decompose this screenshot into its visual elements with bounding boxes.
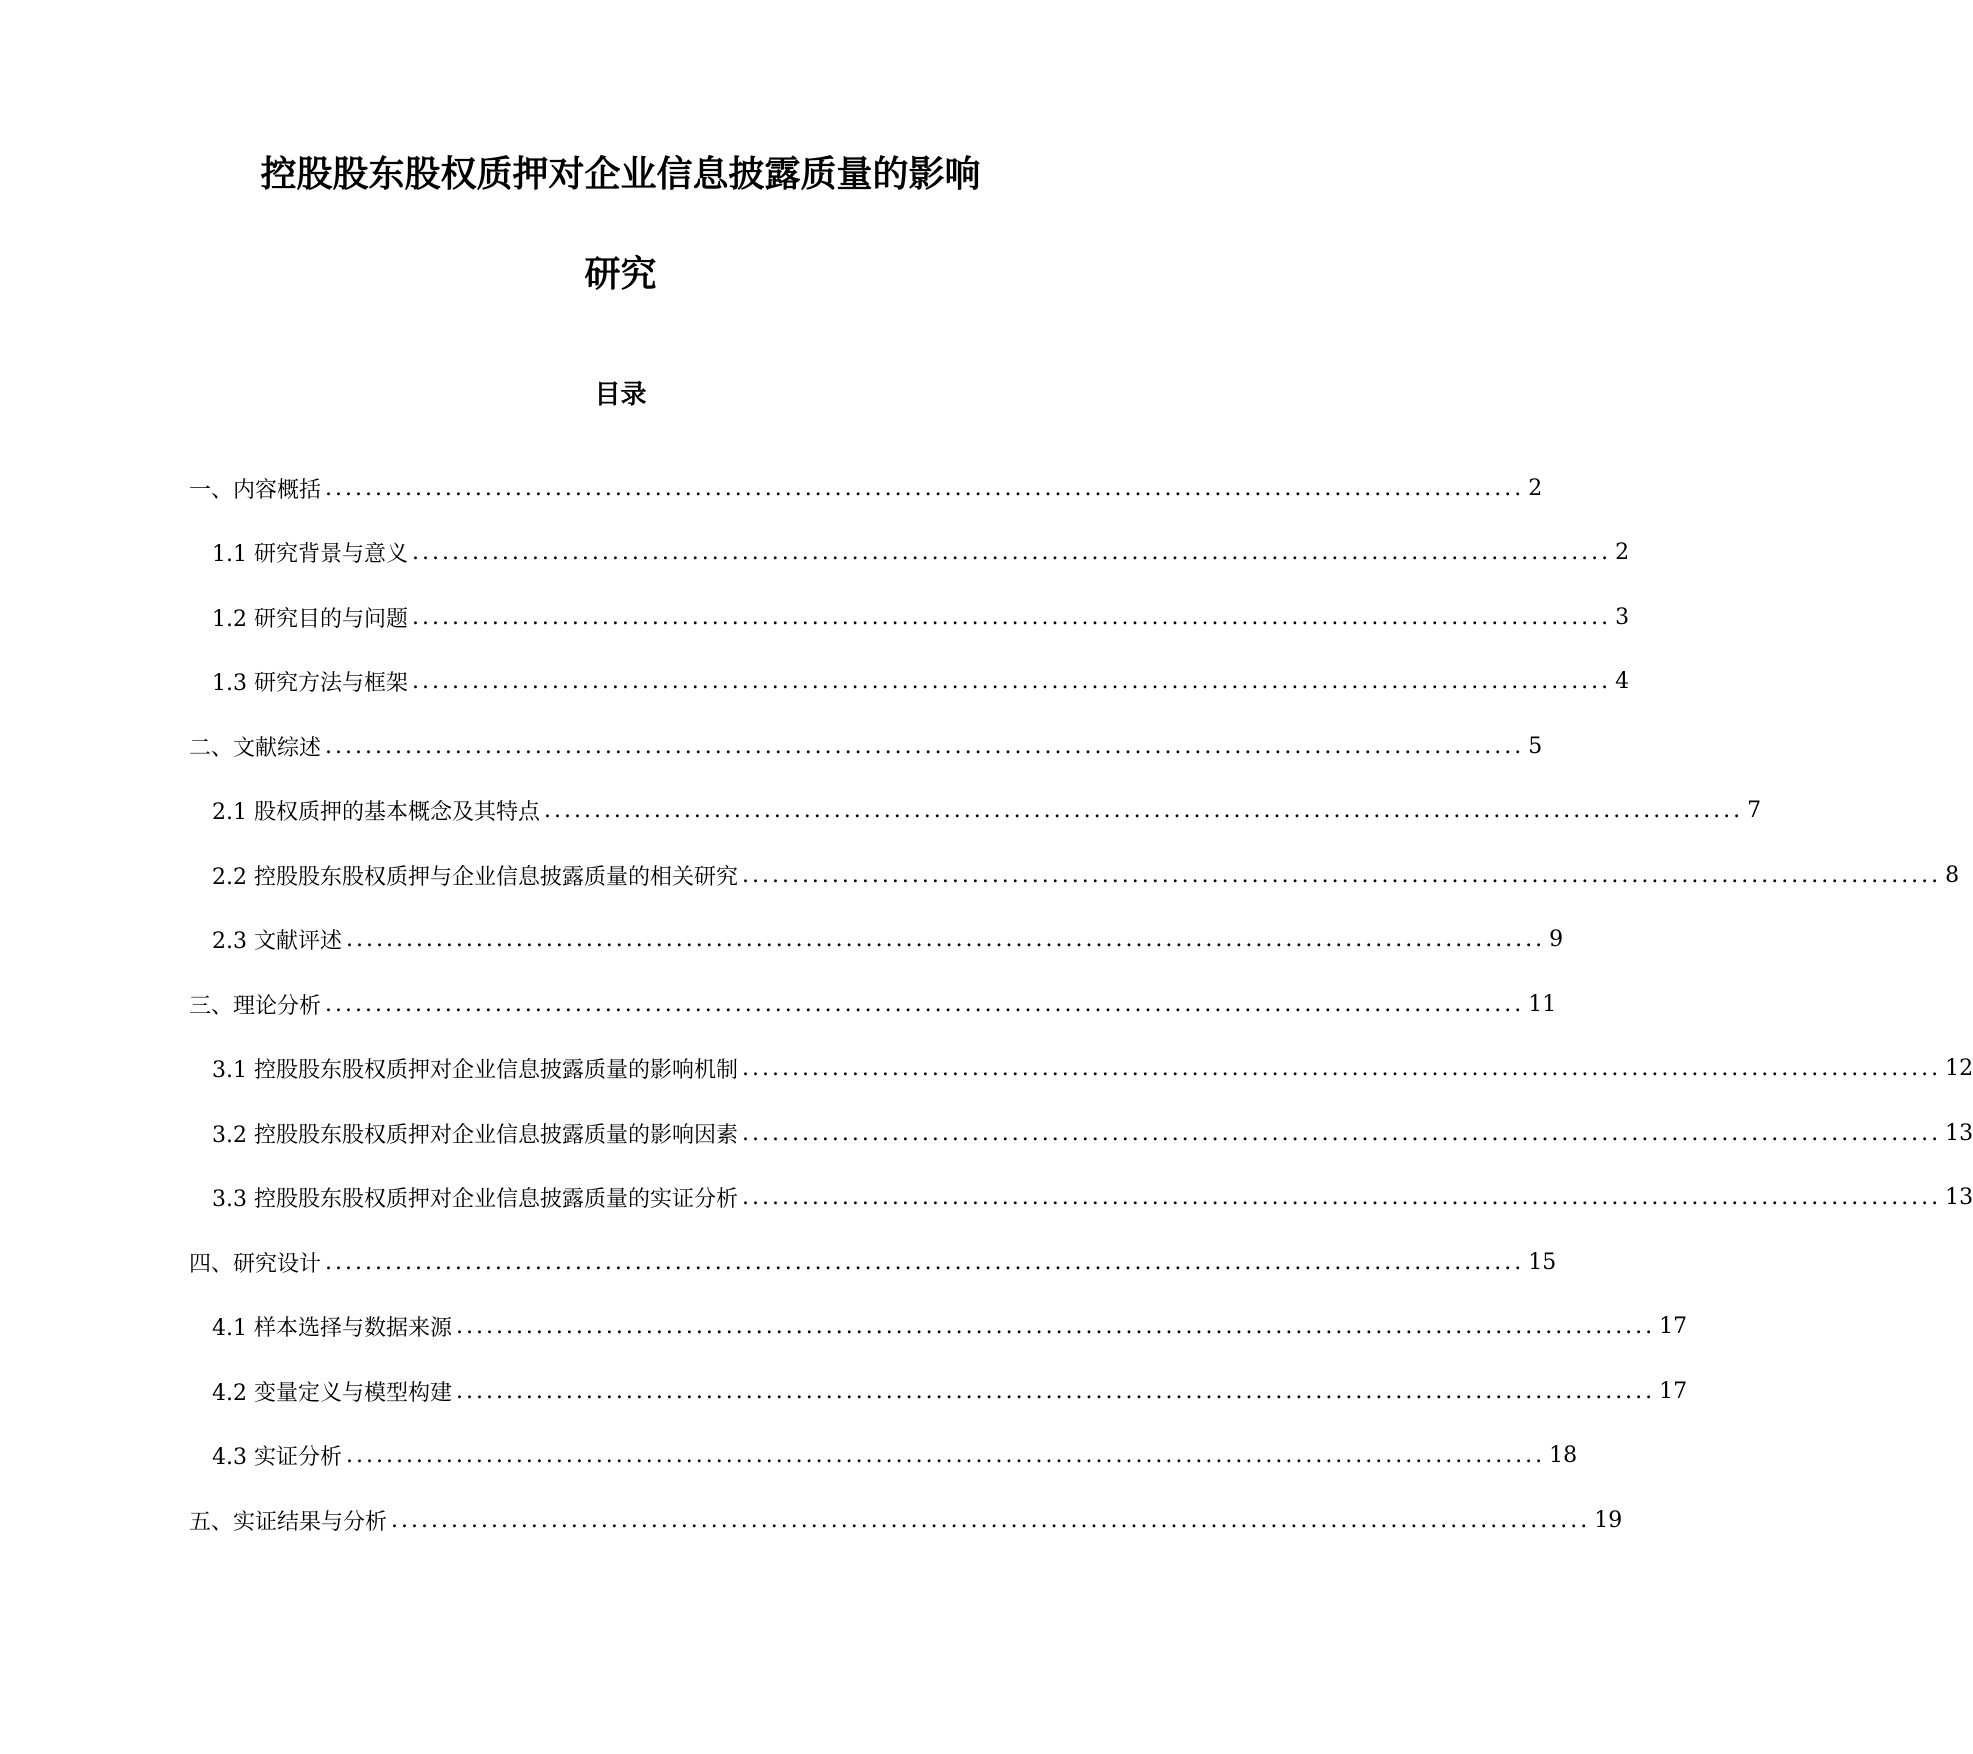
toc-entry-label: 二、文献综述 (189, 735, 322, 761)
toc-entry-page-number: 7 (1747, 798, 1762, 823)
toc-entry[interactable] (212, 600, 1630, 634)
toc-entry-label: 四、研究设计 (189, 1251, 322, 1277)
toc-entry-label: 2.1 股权质押的基本概念及其特点 (212, 800, 540, 825)
toc-entry-page-number: 2 (1615, 540, 1630, 565)
toc-dot-leader: ........................................................................................................................ (325, 991, 1525, 1017)
toc-entry[interactable] (212, 1116, 1973, 1150)
toc-entry-label: 2.3 文献评述 (212, 929, 342, 954)
toc-entry-page-number: 17 (1659, 1314, 1688, 1339)
toc-entry[interactable] (212, 794, 1762, 828)
toc-dot-leader: ........................................................................................................................ (455, 1314, 1656, 1339)
toc-entry[interactable] (189, 1503, 1623, 1537)
toc-entry-page-number: 15 (1528, 1249, 1557, 1275)
toc-dot-leader: ........................................................................................................................ (391, 1507, 1591, 1533)
toc-entry-page-number: 18 (1549, 1443, 1578, 1468)
toc-dot-leader: ........................................................................................................................ (345, 1443, 1546, 1468)
toc-dot-leader: ........................................................................................................................ (411, 540, 1612, 565)
toc-entry[interactable] (212, 1310, 1688, 1344)
toc-entry[interactable] (189, 1245, 1557, 1279)
toc-dot-leader: ........................................................................................................................ (741, 1120, 1942, 1146)
toc-entry-label: 五、实证结果与分析 (189, 1509, 388, 1535)
toc-entry-label: 3.3 控股股东股权质押对企业信息披露质量的实证分析 (212, 1187, 738, 1212)
toc-entry-page-number: 19 (1594, 1507, 1623, 1533)
toc-entry-label: 1.3 研究方法与框架 (212, 671, 408, 696)
toc-entry[interactable] (212, 536, 1630, 570)
toc-entry[interactable] (212, 923, 1564, 957)
toc-entry-label: 一、内容概括 (189, 477, 322, 503)
toc-entry[interactable] (212, 1374, 1688, 1408)
toc-entry-page-number: 12 (1945, 1056, 1973, 1081)
toc-entry-page-number: 3 (1615, 604, 1630, 630)
toc-entry-label: 4.3 实证分析 (212, 1445, 342, 1470)
toc-dot-leader: ........................................................................................................................ (455, 1378, 1656, 1404)
toc-entry-page-number: 4 (1615, 669, 1630, 694)
document-title-line-1: 控股股东股权质押对企业信息披露质量的影响 (260, 153, 981, 195)
toc-entry-label: 4.1 样本选择与数据来源 (212, 1316, 452, 1341)
toc-heading: 目录 (594, 380, 647, 410)
toc-entry[interactable] (212, 1439, 1578, 1473)
toc-entry[interactable] (212, 665, 1630, 699)
toc-entry-page-number: 2 (1528, 475, 1543, 501)
toc-entry-label: 三、理论分析 (189, 993, 322, 1019)
toc-entry-label: 3.2 控股股东股权质押对企业信息披露质量的影响因素 (212, 1122, 738, 1148)
toc-entry-page-number: 5 (1528, 733, 1543, 759)
toc-entry-page-number: 13 (1945, 1185, 1973, 1210)
toc-dot-leader: ........................................................................................................................ (325, 1249, 1525, 1275)
toc-dot-leader: ........................................................................................................................ (325, 733, 1525, 759)
toc-dot-leader: ........................................................................................................................ (411, 604, 1612, 630)
toc-dot-leader: ........................................................................................................................ (345, 927, 1546, 952)
toc-entry-page-number: 8 (1945, 862, 1960, 888)
toc-entry[interactable] (189, 471, 1543, 505)
toc-dot-leader: ........................................................................................................................ (325, 475, 1525, 501)
toc-entry-label: 3.1 控股股东股权质押对企业信息披露质量的影响机制 (212, 1058, 738, 1083)
toc-dot-leader: ........................................................................................................................ (543, 798, 1744, 823)
toc-entry-label: 1.2 研究目的与问题 (212, 606, 408, 632)
toc-entry-page-number: 17 (1659, 1378, 1688, 1404)
toc-entry-label: 2.2 控股股东股权质押与企业信息披露质量的相关研究 (212, 864, 738, 890)
toc-dot-leader: ........................................................................................................................ (741, 1056, 1942, 1081)
toc-entry-label: 4.2 变量定义与模型构建 (212, 1380, 452, 1406)
toc-entry-label: 1.1 研究背景与意义 (212, 542, 408, 567)
toc-entry-page-number: 11 (1528, 991, 1557, 1017)
toc-entry[interactable] (212, 1052, 1973, 1086)
toc-entry[interactable] (212, 858, 1960, 892)
toc-dot-leader: ........................................................................................................................ (411, 669, 1612, 694)
toc-dot-leader: ........................................................................................................................ (741, 1185, 1942, 1210)
toc-entry-page-number: 13 (1945, 1120, 1973, 1146)
toc-entry[interactable] (189, 987, 1557, 1021)
toc-entry-page-number: 9 (1549, 927, 1564, 952)
toc-dot-leader: ........................................................................................................................ (741, 862, 1942, 888)
toc-entry[interactable] (212, 1181, 1973, 1215)
toc-entry[interactable] (189, 729, 1543, 763)
document-title-line-2: 研究 (584, 253, 657, 295)
